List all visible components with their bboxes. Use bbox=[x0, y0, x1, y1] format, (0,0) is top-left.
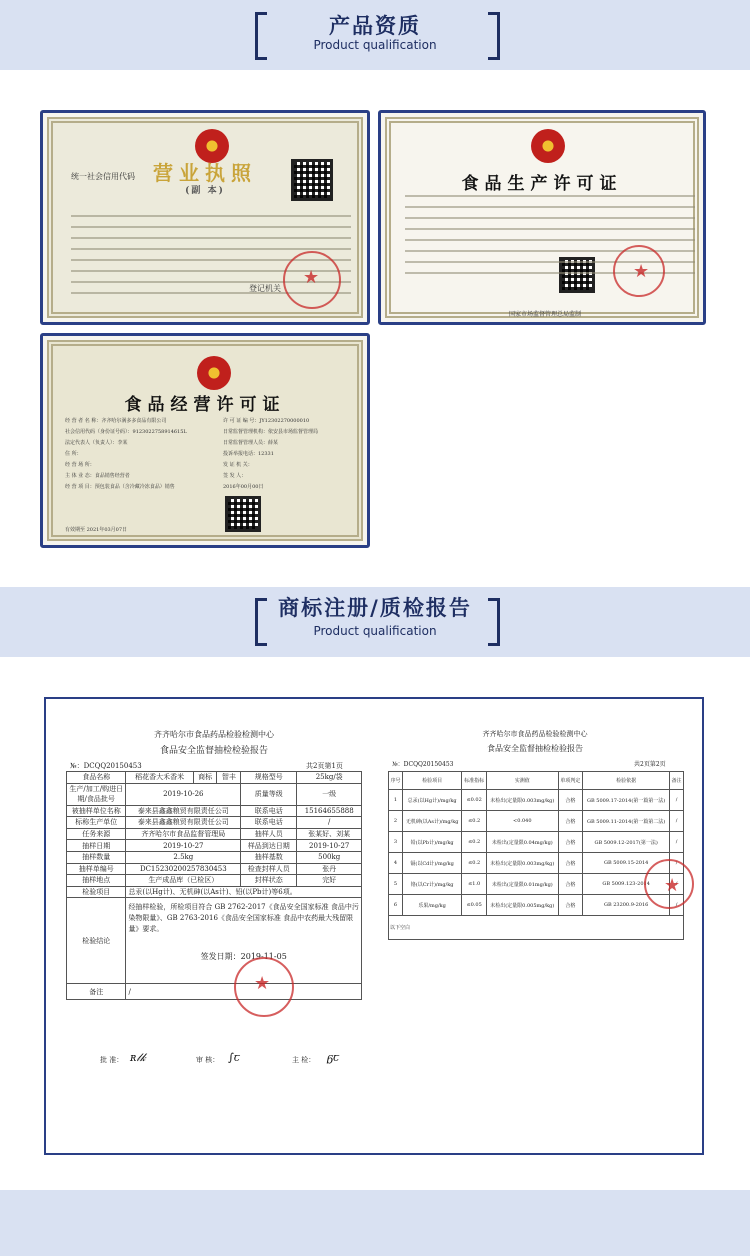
table-row: 食品名称 稻花香大禾香米 商标 智丰 规格型号 25kg/袋 bbox=[67, 772, 362, 784]
table-row: 5 铬(以Cr计)/mg/kg ≤1.0 未检出(定量限0.01mg/kg) 合格 GB 5009.123-2014 / bbox=[389, 874, 684, 895]
approve-signature: ʀ𝓁𝓀 bbox=[130, 1051, 146, 1064]
report-page-count: 共2页第1页 bbox=[306, 762, 343, 770]
red-seal-icon bbox=[613, 245, 665, 297]
table-row: 任务来源 齐齐哈尔市食品监督管理局 抽样人员 张某好、刘某 bbox=[67, 828, 362, 840]
valid-date: 有效期至 2021年03月07日 bbox=[65, 527, 128, 533]
sign-date: 签发日期：2019-11-05 bbox=[200, 952, 287, 962]
table-row: 抽样日期 2019-10-27 样品到达日期 2019-10-27 bbox=[67, 840, 362, 852]
table-row: 以下空白 bbox=[389, 916, 684, 940]
cert-footer: 国家市场监督管理总局监制 bbox=[509, 311, 582, 318]
report-org: 齐齐哈尔市食品药品检验检测中心 bbox=[154, 730, 274, 739]
red-seal-icon bbox=[644, 859, 694, 909]
table-row: 3 铅(以Pb计)/mg/kg ≤0.2 未检出(定量限0.04mg/kg) 合格 GB 5009.12-2017(第一法) / bbox=[389, 832, 684, 853]
register-authority-label: 登记机关 bbox=[249, 284, 281, 293]
inspection-report-image bbox=[44, 697, 704, 1155]
table-row: 被抽样单位名称 泰来县鑫鑫粮贸有限责任公司 联系电话 15164655888 bbox=[67, 805, 362, 817]
main-test-label: 主 检： bbox=[292, 1056, 316, 1064]
cert-subtitle: (副 本) bbox=[185, 186, 225, 196]
report-page-count: 共2页第2页 bbox=[634, 761, 666, 768]
table-row: 备注 / bbox=[67, 984, 362, 1000]
report-number: №：DCQQ20150453 bbox=[392, 761, 454, 768]
cert-title: 食品经营许可证 bbox=[124, 395, 286, 415]
national-emblem-icon bbox=[531, 129, 565, 163]
report-results-table bbox=[388, 771, 684, 940]
red-seal-icon bbox=[234, 957, 294, 1017]
report-page-1 bbox=[64, 719, 364, 1139]
report-title: 食品安全监督抽检检验报告 bbox=[159, 746, 268, 756]
section-title: 产品资质 bbox=[329, 14, 421, 38]
table-row: 4 镉(以Cd计)/mg/kg ≤0.2 未检出(定量限0.003mg/kg) 合格 GB 5009.15-2014 / bbox=[389, 853, 684, 874]
cert-title: 营业执照 bbox=[153, 161, 257, 185]
table-row: 标称生产单位 泰来县鑫鑫粮贸有限责任公司 联系电话 / bbox=[67, 817, 362, 829]
national-emblem-icon bbox=[197, 356, 231, 390]
table-row: 抽样地点 生产成品库（已检区） 封样状态 完好 bbox=[67, 875, 362, 887]
conclusion-text: 经抽样检验，所检项目符合 GB 2762-2017《食品安全国家标准 食品中污染物限量》、GB 2763-2016《食品安全国家标准 食品中农药最大残留限量》要求。 bbox=[128, 903, 359, 934]
main-test-signature: ᵷꞇ bbox=[326, 1051, 340, 1064]
business-license-image bbox=[40, 110, 370, 325]
review-signature: ∫ꞇ bbox=[228, 1051, 240, 1064]
cert-left-fields: 经 营 者 名 称：齐齐哈尔满多多食品有限公司 社会信用代码（身份证号码）：9123022758914615L 法定代表人（负责人）：李某 住 所： 经 营 场 所： 主 体 业 态：食品销售经营者 经 营 项 目：预包装食品（含冷藏冷冻食品）销售 bbox=[65, 418, 187, 490]
section-title: 商标注册/质检报告 bbox=[278, 596, 472, 620]
red-seal-icon bbox=[283, 251, 341, 309]
table-row: 2 无机砷(以As计)/mg/kg ≤0.2 <0.040 合格 GB 5009.11-2014(第一篇第二法) / bbox=[389, 811, 684, 832]
table-row: 检验结论 经抽样检验，所检项目符合 GB 2762-2017《食品安全国家标准 食品中污染物限量》、GB 2763-2016《食品安全国家标准 食品中农药最大残留限量》要求。 签发日期：2019-11-05 bbox=[67, 898, 362, 984]
report-org: 齐齐哈尔市食品药品检验检测中心 bbox=[482, 730, 588, 738]
table-row: 抽样单编号 DC15230200257830453 检查封样人员 张丹 bbox=[67, 863, 362, 875]
cert-right-fields: 许 可 证 编 号：JY12302270000010 日常监督管理机构：依安县市场监督管理局 日常监督管理人员：薛某 投诉举报电话：12331 发 证 机 关： 签 发 人： 2016年00月00日 bbox=[223, 418, 319, 490]
report-page-2 bbox=[384, 719, 686, 1019]
cert-title: 食品生产许可证 bbox=[461, 174, 623, 194]
qr-code-icon bbox=[225, 496, 261, 532]
food-trade-license-image bbox=[40, 333, 370, 548]
table-row: 生产/加工/购进日期/食品批号 2019-10-26 质量等级 一级 bbox=[67, 783, 362, 805]
uscc-label: 统一社会信用代码 bbox=[71, 172, 135, 181]
food-production-license-image bbox=[378, 110, 706, 325]
footer-band bbox=[0, 1190, 750, 1256]
table-row: 抽样数量 2.5kg 抽样基数 500kg bbox=[67, 851, 362, 863]
section-subtitle: Product qualification bbox=[313, 38, 437, 52]
report-info-table bbox=[66, 771, 362, 1000]
review-label: 审 核： bbox=[196, 1056, 220, 1064]
section-subtitle: Product qualification bbox=[313, 624, 437, 638]
report-number: №：DCQQ20150453 bbox=[70, 762, 142, 770]
table-row: 6 乐果/mg/kg ≤0.05 未检出(定量限0.005mg/kg) 合格 GB 23200.9-2016 / bbox=[389, 895, 684, 916]
approve-label: 批 准： bbox=[100, 1056, 124, 1064]
table-row: 1 总汞(以Hg计)/mg/kg ≤0.02 未检出(定量限0.003mg/kg) 合格 GB 5009.17-2014(第一篇第一法) / bbox=[389, 790, 684, 811]
table-header-row: 序号 检验项目 标准指标 实测值 单项判定 检验依据 备注 bbox=[389, 772, 684, 790]
report-title: 食品安全监督抽检检验报告 bbox=[487, 744, 583, 753]
qr-code-icon bbox=[291, 159, 333, 201]
table-row: 检验项目 总汞(以Hg计)、无机砷(以As计)、铅(以Pb计)等6项。 bbox=[67, 886, 362, 898]
